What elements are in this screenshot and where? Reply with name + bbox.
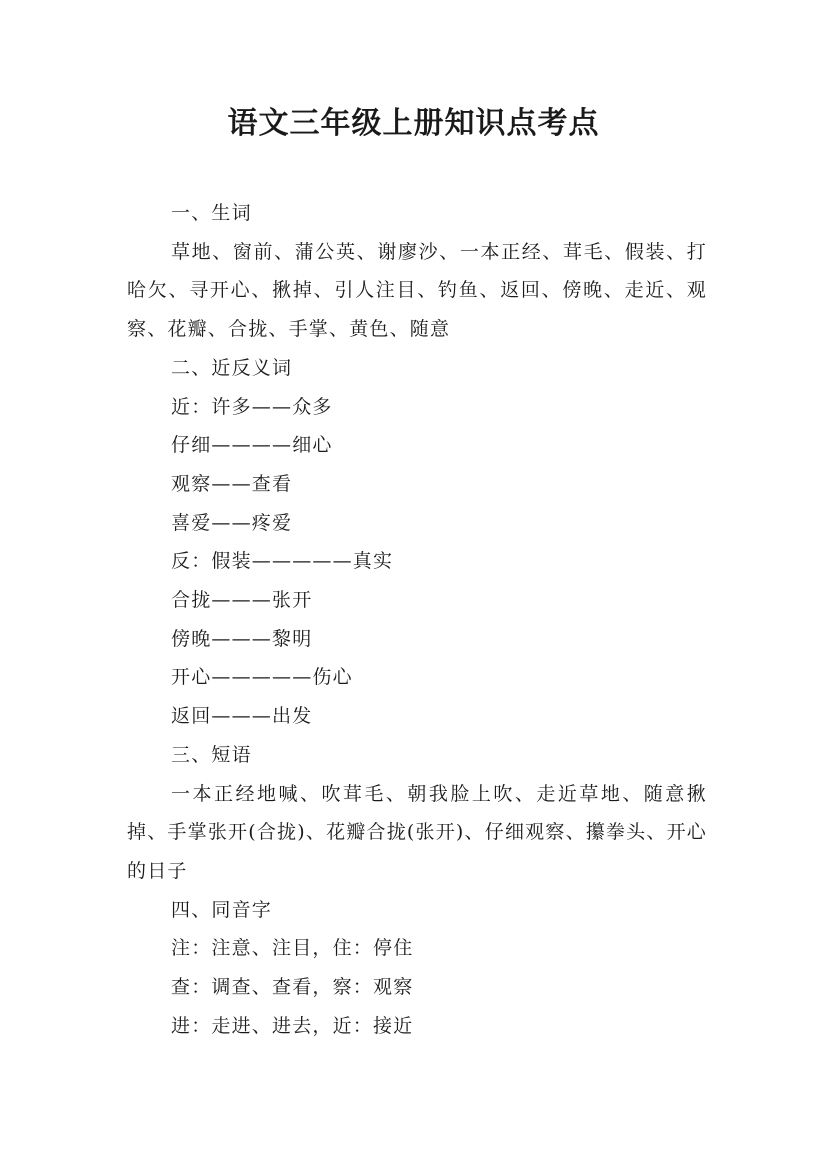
section-heading-new-words: 一、生词: [171, 202, 252, 224]
antonym-line: 返回———出发: [171, 705, 313, 728]
antonym-line: 合拢———张开: [171, 589, 313, 612]
homophone-line: 进：走进、进去，近：接近: [171, 1014, 414, 1037]
section-heading-phrases: 三、短语: [171, 743, 252, 766]
synonym-line: 仔细————细心: [171, 434, 333, 457]
synonym-line: 喜爱——疼爱: [171, 511, 293, 534]
section-heading-synonyms-antonyms: 二、近反义词: [171, 356, 293, 379]
homophone-line: 注：注意、注目，住：停住: [171, 937, 414, 960]
document-title: 语文三年级上册知识点考点: [227, 106, 600, 141]
section-heading-homophones: 四、同音字: [171, 898, 273, 921]
homophone-line: 查：调查、查看，察：观察: [171, 976, 414, 999]
synonym-line: 近：许多——众多: [171, 395, 333, 418]
antonym-line: 反：假装—————真实: [171, 550, 394, 573]
document-body: [127, 194, 707, 1045]
antonym-line: 开心—————伤心: [171, 666, 353, 689]
paragraph-new-words: 草地、窗前、蒲公英、谢廖沙、一本正经、茸毛、假装、打哈欠、寻开心、揪掉、引人注目、钓鱼、返回、傍晚、走近、观察、花瓣、合拢、手掌、黄色、随意: [127, 240, 707, 341]
synonym-line: 观察——查看: [171, 472, 293, 495]
antonym-line: 傍晚———黎明: [171, 627, 313, 650]
paragraph-phrases: 一本正经地喊、吹茸毛、朝我脸上吹、走近草地、随意揪掉、手掌张开(合拢)、花瓣合拢(张开)、仔细观察、攥拳头、开心的日子: [127, 782, 707, 882]
